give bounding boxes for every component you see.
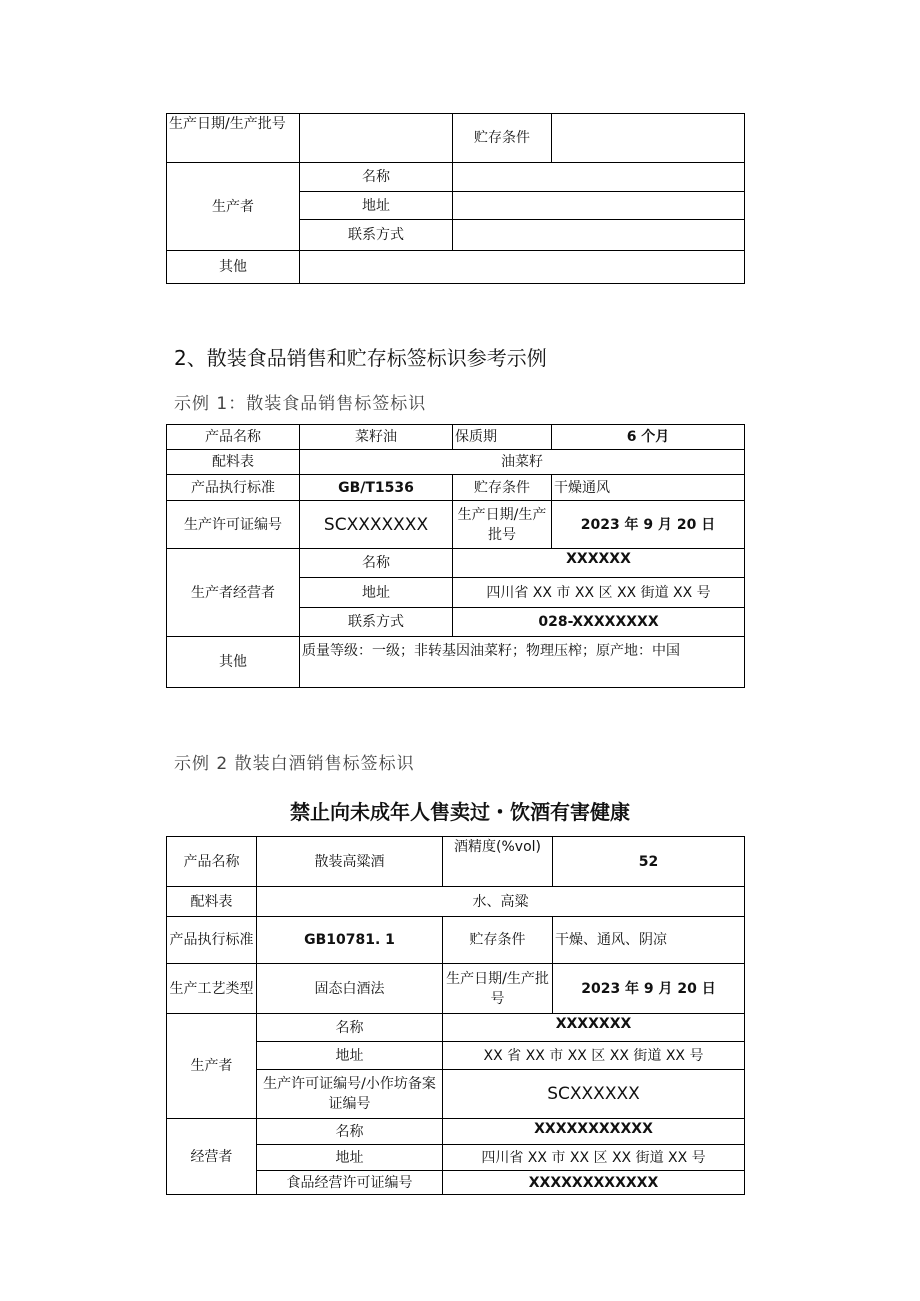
table-example2 [166,836,745,1195]
address-value: 四川省 XX 市 XX 区 XX 街道 XX 号 [453,578,745,608]
ingredients-value: 水、高粱 [257,887,745,917]
operator-address-label: 地址 [257,1145,443,1171]
storage-label: 贮存条件 [443,917,553,964]
contact-label: 联系方式 [300,608,453,637]
table-example1 [166,424,745,688]
process-value: 固态白酒法 [257,964,443,1014]
standard-label: 产品执行标准 [167,475,300,501]
prod-date-value: 2023 年 9 月 20 日 [552,501,745,549]
storage-value [552,114,745,163]
shelf-life-label: 保质期 [453,425,552,450]
name-value [453,163,745,192]
operator-license-value: XXXXXXXXXXXX [443,1171,745,1195]
ingredients-label: 配料表 [167,450,300,475]
producer-name-label: 名称 [257,1014,443,1042]
storage-label: 贮存条件 [453,114,552,163]
contact-value: 028-XXXXXXXX [453,608,745,637]
producer-address-label: 地址 [257,1042,443,1070]
operator-address-value: 四川省 XX 市 XX 区 XX 街道 XX 号 [443,1145,745,1171]
producer-license-value: SCXXXXXX [443,1070,745,1119]
prod-date-label: 生产日期/生产批号 [443,964,553,1014]
address-label: 地址 [300,192,453,220]
producer-label: 生产者 [167,1014,257,1119]
operator-name-value: XXXXXXXXXXX [443,1119,745,1145]
prod-date-label: 生产日期/生产批号 [453,501,552,549]
license-value: SCXXXXXXX [300,501,453,549]
other-label: 其他 [167,637,300,688]
product-name-value: 菜籽油 [300,425,453,450]
address-label: 地址 [300,578,453,608]
prod-date-value [300,114,453,163]
operator-name-label: 名称 [257,1119,443,1145]
standard-value: GB10781. 1 [257,917,443,964]
producer-label: 生产者 [167,163,300,251]
name-label: 名称 [300,549,453,578]
contact-value [453,220,745,251]
example1-caption: 示例 1：散装食品销售标签标识 [174,394,427,414]
example2-caption: 示例 2 散装白酒销售标签标识 [174,754,415,774]
name-label: 名称 [300,163,453,192]
prod-date-label: 生产日期/生产批号 [167,114,300,163]
abv-label: 酒精度(%vol) [443,837,553,887]
other-label: 其他 [167,251,300,284]
product-name-label: 产品名称 [167,837,257,887]
process-label: 生产工艺类型 [167,964,257,1014]
storage-label: 贮存条件 [453,475,552,501]
product-name-value: 散装高粱酒 [257,837,443,887]
standard-label: 产品执行标准 [167,917,257,964]
abv-value: 52 [553,837,745,887]
ingredients-value: 油菜籽 [300,450,745,475]
shelf-life-value: 6 个月 [552,425,745,450]
name-value: XXXXXX [453,549,745,578]
contact-label: 联系方式 [300,220,453,251]
storage-value: 干燥通风 [552,475,745,501]
other-value: 质量等级：一级；非转基因油菜籽；物理压榨；原产地：中国 [300,637,745,688]
address-value [453,192,745,220]
operator-license-label: 食品经营许可证编号 [257,1171,443,1195]
other-value [300,251,745,284]
storage-value: 干燥、通风、阴凉 [553,917,745,964]
license-label: 生产许可证编号 [167,501,300,549]
operator-label: 经营者 [167,1119,257,1195]
standard-value: GB/T1536 [300,475,453,501]
section-title: 2、散装食品销售和贮存标签标识参考示例 [174,346,547,370]
prod-date-value: 2023 年 9 月 20 日 [553,964,745,1014]
product-name-label: 产品名称 [167,425,300,450]
producer-label: 生产者经营者 [167,549,300,637]
producer-address-value: XX 省 XX 市 XX 区 XX 街道 XX 号 [443,1042,745,1070]
warning-banner: 禁止向未成年人售卖过・饮酒有害健康 [290,800,630,824]
producer-name-value: XXXXXXX [443,1014,745,1042]
table-producer-info [166,113,745,284]
ingredients-label: 配料表 [167,887,257,917]
producer-license-label: 生产许可证编号/小作坊备案证编号 [257,1070,443,1119]
